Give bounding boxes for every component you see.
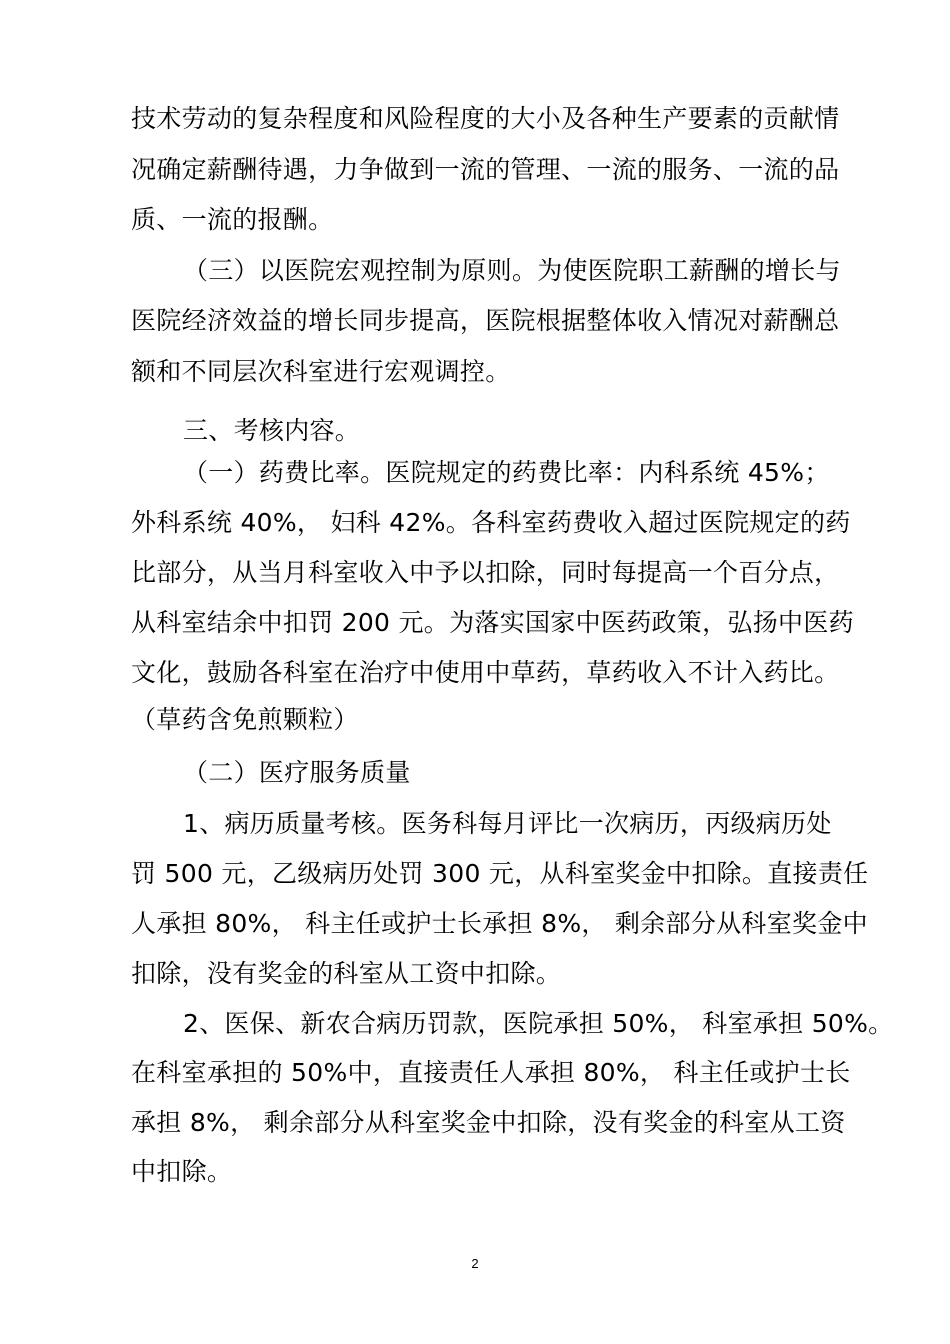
text-line: （草药含免煎颗粒）	[131, 705, 359, 734]
text-line: 况确定薪酬待遇，力争做到一流的管理、一流的服务、一流的品	[131, 155, 840, 184]
text-line: 外科系统 40%， 妇科 42%。各科室药费收入超过医院规定的药	[131, 508, 851, 537]
text-line: （三）以医院宏观控制为原则。为使医院职工薪酬的增长与	[183, 256, 841, 285]
page-number: 2	[471, 1256, 479, 1271]
text-line: （二）医疗服务质量	[183, 758, 411, 787]
text-line: 人承担 80%， 科主任或护士长承担 8%， 剩余部分从科室奖金中	[131, 909, 868, 938]
text-line: 文化，鼓励各科室在治疗中使用中草药，草药收入不计入药比。	[131, 658, 840, 687]
text-line: 扣除，没有奖金的科室从工资中扣除。	[131, 959, 562, 988]
text-line: 比部分，从当月科室收入中予以扣除，同时每提高一个百分点，	[131, 558, 840, 587]
text-line: 从科室结余中扣罚 200 元。为落实国家中医药政策，弘扬中医药	[131, 608, 854, 637]
section-heading: 三、考核内容。	[183, 416, 361, 445]
text-line: 医院经济效益的增长同步提高，医院根据整体收入情况对薪酬总	[131, 306, 840, 335]
text-line: 2、医保、新农合病历罚款，医院承担 50%， 科室承担 50%。	[183, 1009, 894, 1038]
text-line: 罚 500 元，乙级病历处罚 300 元，从科室奖金中扣除。直接责任	[131, 859, 869, 888]
text-line: 在科室承担的 50%中，直接责任人承担 80%， 科主任或护士长	[131, 1058, 851, 1087]
text-line: 中扣除。	[131, 1157, 233, 1186]
text-line: 额和不同层次科室进行宏观调控。	[131, 357, 511, 386]
text-line: 质、一流的报酬。	[131, 205, 334, 234]
text-line: （一）药费比率。医院规定的药费比率：内科系统 45%；	[183, 458, 830, 487]
text-line: 技术劳动的复杂程度和风险程度的大小及各种生产要素的贡献情	[131, 104, 840, 133]
text-line: 1、病历质量考核。医务科每月评比一次病历，丙级病历处	[183, 809, 832, 838]
text-line: 承担 8%， 剩余部分从科室奖金中扣除，没有奖金的科室从工资	[131, 1108, 846, 1137]
